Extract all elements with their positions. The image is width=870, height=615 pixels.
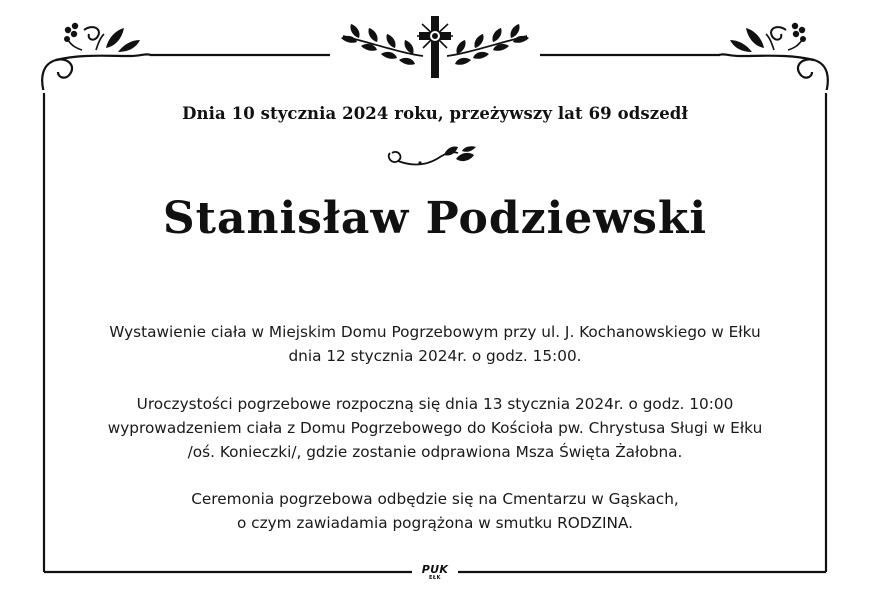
puk-logo <box>418 564 452 584</box>
ceremony-info-line: Uroczystości pogrzebowe rozpoczną się dnia 13 stycznia 2024r. o godz. 10:00 <box>136 395 734 413</box>
deceased-name: Stanisław Podziewski <box>162 193 708 244</box>
viewing-info <box>40 320 830 368</box>
ceremony-info-line: wyprowadzeniem ciała z Domu Pogrzebowego do Kościoła pw. Chrystusa Sługi w Ełku <box>107 419 763 437</box>
cross-with-olive-branches-icon <box>335 14 535 80</box>
death-date-line: Dnia 10 stycznia 2024 roku, przeżywszy lat 69 odszedł <box>182 104 688 123</box>
burial-info-line: o czym zawiadamia pogrążona w smutku RODZINA. <box>236 514 634 532</box>
ceremony-info-line: /oś. Konieczki/, gdzie zostanie odprawiona Msza Święta Żałobna. <box>187 443 683 461</box>
burial-info <box>40 487 830 535</box>
floral-corner-right-icon <box>714 18 834 90</box>
floral-corner-left-icon <box>36 18 156 90</box>
viewing-info-line: dnia 12 stycznia 2024r. o godz. 15:00. <box>288 347 582 365</box>
viewing-info-line: Wystawienie ciała w Miejskim Domu Pogrzebowym przy ul. J. Kochanowskiego w Ełku <box>109 323 761 341</box>
logo-sub-text: EŁK <box>428 575 441 581</box>
logo-main-text: PUK <box>421 563 449 576</box>
vine-divider-icon <box>384 143 484 171</box>
burial-info-line: Ceremonia pogrzebowa odbędzie się na Cmentarzu w Gąskach, <box>191 490 679 508</box>
funeral-ceremony-info <box>40 392 830 464</box>
